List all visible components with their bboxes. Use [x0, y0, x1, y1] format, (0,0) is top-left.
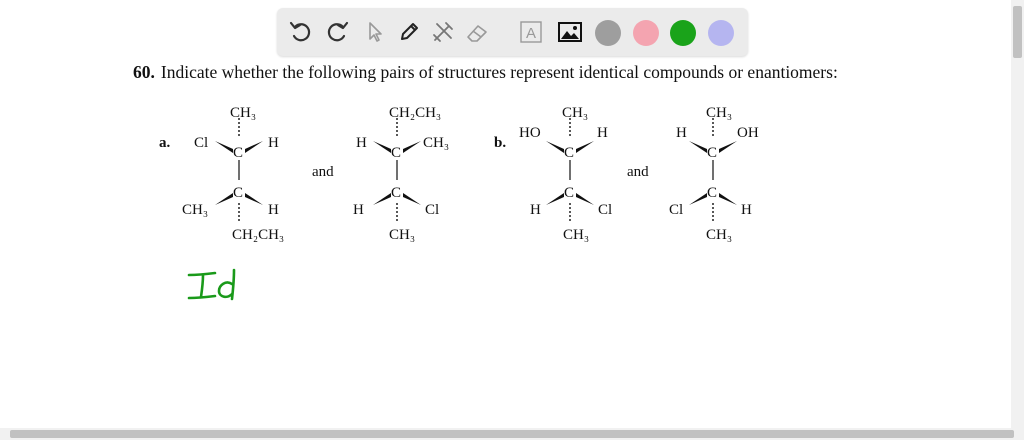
handwritten-annotation: [0, 0, 300, 320]
substituent-top: CH₂CH₃: [389, 105, 442, 121]
substituent-top: CH₃: [706, 105, 733, 121]
substituent-c2-right: Cl: [598, 202, 613, 218]
carbon-1: C: [391, 145, 402, 161]
substituent-c2-right: H: [741, 202, 752, 218]
carbon-2: C: [564, 185, 575, 201]
substituent-c2-left: Cl: [669, 202, 684, 218]
substituent-top: CH₃: [230, 105, 257, 121]
substituent-c1-right: CH₃: [423, 135, 450, 151]
substituent-c1-left: Cl: [194, 135, 209, 151]
carbon-2: C: [391, 185, 402, 201]
question-prompt: Indicate whether the following pairs of structures represent identical compounds or enantiomers:: [160, 62, 838, 82]
substituent-c1-left: HO: [519, 125, 541, 141]
substituent-bottom: CH₃: [706, 227, 733, 243]
vertical-scroll-thumb[interactable]: [1013, 6, 1022, 58]
carbon-1: C: [564, 145, 575, 161]
substituent-c2-right: Cl: [425, 202, 440, 218]
horizontal-scroll-thumb[interactable]: [10, 430, 1014, 438]
carbon-1: C: [233, 145, 244, 161]
substituent-c2-left: H: [530, 202, 541, 218]
carbon-2: C: [707, 185, 718, 201]
substituent-c1-right: H: [597, 125, 608, 141]
substituent-c1-right: OH: [737, 125, 759, 141]
substituent-bottom: CH₃: [563, 227, 590, 243]
substituent-top: CH₃: [562, 105, 589, 121]
text-tool-glyph: A: [525, 25, 537, 42]
pair-connector: and: [627, 164, 649, 180]
pair-label: b.: [494, 135, 507, 151]
horizontal-scrollbar[interactable]: [0, 428, 1024, 440]
structure-a-right: [353, 105, 449, 243]
substituent-c1-right: H: [268, 135, 279, 151]
vertical-scrollbar[interactable]: [1011, 0, 1024, 428]
structure-b-left: [519, 105, 612, 243]
pair-connector: and: [312, 164, 334, 180]
substituent-c2-left: H: [353, 202, 364, 218]
carbon-1: C: [707, 145, 718, 161]
structure-b-right: [669, 105, 759, 243]
substituent-bottom: CH₃: [389, 227, 416, 243]
substituent-c2-left: CH₃: [182, 202, 209, 218]
carbon-2: C: [233, 185, 244, 201]
substituent-c1-left: H: [356, 135, 367, 151]
question-number: 60.: [133, 62, 155, 82]
substituent-c1-left: H: [676, 125, 687, 141]
substituent-c2-right: H: [268, 202, 279, 218]
substituent-bottom: CH₂CH₃: [232, 227, 285, 243]
pair-label: a.: [159, 135, 171, 151]
